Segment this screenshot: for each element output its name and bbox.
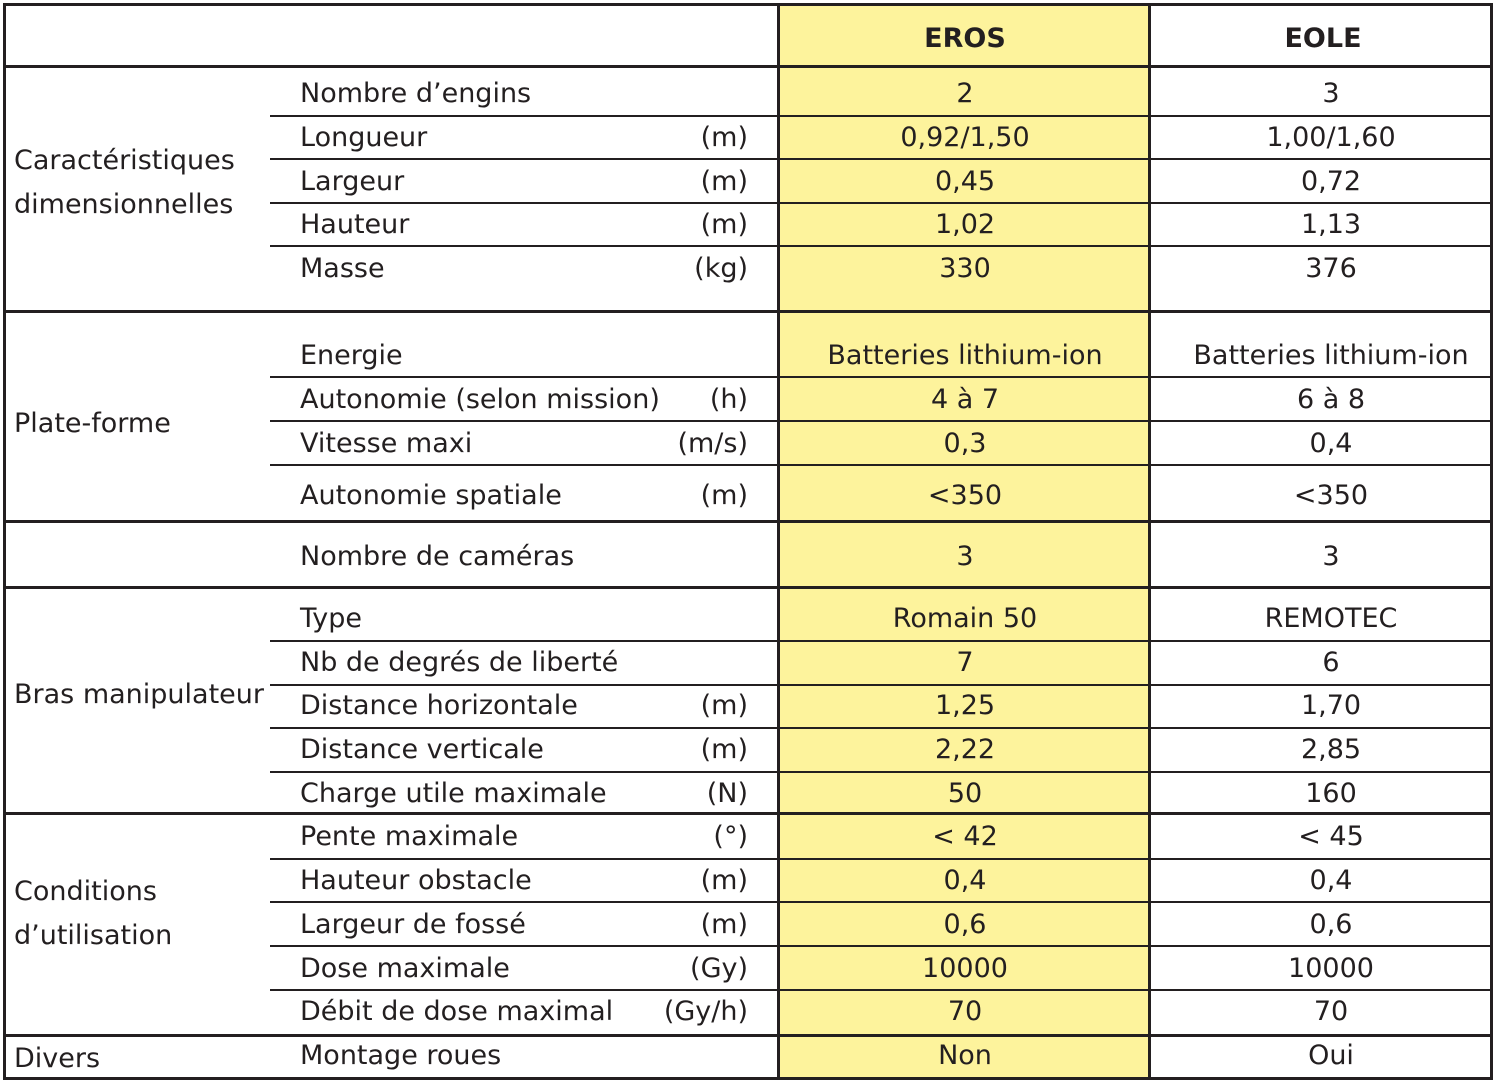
cell-eros: 330 [939,253,991,284]
cell-eros: 10000 [922,953,1008,984]
cell-eole: 160 [1305,778,1357,809]
row-label: Nombre d’engins [300,78,532,109]
row-separator [270,464,1493,466]
group-separator [3,65,1493,68]
group-label: Divers [14,1043,101,1074]
cell-eros: Non [938,1040,992,1071]
cell-eros: <350 [927,480,1003,511]
eros-column-rule-left [777,3,780,1080]
header-eros: EROS [924,23,1006,54]
cell-eros: Romain 50 [892,603,1038,634]
row-unit: (m) [700,734,748,765]
cell-eros: 50 [947,778,983,809]
cell-eole: 0,4 [1309,428,1353,459]
group-separator [3,310,1493,313]
row-separator [270,727,1493,729]
cell-eole: 3 [1322,78,1340,109]
cell-eole: 6 [1322,647,1340,678]
header-eole: EOLE [1284,23,1362,54]
row-separator [270,901,1493,903]
cell-eole: 376 [1305,253,1357,284]
row-label: Nombre de caméras [300,541,575,572]
row-label: Pente maximale [300,821,519,852]
cell-eros: 2 [956,78,974,109]
cell-eros: 0,45 [934,166,996,197]
cell-eros: 0,92/1,50 [900,122,1030,153]
cell-eole: REMOTEC [1264,603,1398,634]
row-unit: (N) [706,778,748,809]
row-unit: (m) [700,690,748,721]
group-separator [3,586,1493,589]
row-unit: (m) [700,166,748,197]
row-separator [270,115,1493,117]
row-separator [270,858,1493,860]
row-separator [270,989,1493,991]
row-unit: (m) [700,480,748,511]
row-separator [270,684,1493,686]
cell-eole: 2,85 [1300,734,1362,765]
row-label: Autonomie (selon mission) [300,384,660,415]
row-separator [270,420,1493,422]
row-label: Hauteur [300,209,410,240]
row-label: Nb de degrés de liberté [300,647,619,678]
group-label: Conditions d’utilisation [14,876,173,951]
row-label: Type [300,603,363,634]
group-label: Caractéristiques dimensionnelles [14,145,235,220]
cell-eole: 6 à 8 [1296,384,1366,415]
cell-eros: 2,22 [934,734,996,765]
cell-eros: 7 [956,647,974,678]
table-border-left [3,3,6,1080]
cell-eole: Batteries lithium-ion [1193,340,1469,371]
eros-column-rule-right [1148,3,1151,1080]
cell-eros: 70 [947,996,983,1027]
cell-eole: 0,6 [1309,909,1353,940]
cell-eros: 0,3 [943,428,987,459]
cell-eole: < 45 [1298,821,1364,852]
row-unit: (m) [700,122,748,153]
row-label: Charge utile maximale [300,778,607,809]
row-unit: (Gy) [690,953,748,984]
row-label: Masse [300,253,385,284]
group-label: Plate-forme [14,408,171,439]
row-label: Energie [300,340,403,371]
cell-eros: 3 [956,541,974,572]
group-separator [3,520,1493,523]
row-unit: (m) [700,209,748,240]
cell-eole: 1,13 [1300,209,1362,240]
cell-eole: 0,72 [1300,166,1362,197]
row-label: Longueur [300,122,428,153]
cell-eros: 0,6 [943,909,987,940]
cell-eros: 1,02 [934,209,996,240]
table-border-top [3,3,1493,6]
row-separator [270,640,1493,642]
row-label: Débit de dose maximal [300,996,614,1027]
cell-eole: 70 [1313,996,1349,1027]
row-separator [270,376,1493,378]
row-separator [270,771,1493,773]
cell-eros: 1,25 [934,690,996,721]
row-label: Largeur [300,166,405,197]
cell-eole: <350 [1293,480,1369,511]
row-unit: (°) [713,821,748,852]
row-label: Distance verticale [300,734,544,765]
row-label: Autonomie spatiale [300,480,562,511]
row-separator [270,245,1493,247]
row-unit: (m) [700,865,748,896]
row-unit: (m) [700,909,748,940]
row-label: Largeur de fossé [300,909,526,940]
row-label: Dose maximale [300,953,510,984]
cell-eole: 1,00/1,60 [1266,122,1396,153]
row-label: Hauteur obstacle [300,865,532,896]
row-unit: (kg) [694,253,748,284]
row-label: Vitesse maxi [300,428,473,459]
cell-eole: Oui [1308,1040,1354,1071]
cell-eros: Batteries lithium-ion [827,340,1103,371]
table-border-right [1490,3,1493,1080]
row-unit: (h) [709,384,748,415]
cell-eole: 10000 [1288,953,1374,984]
row-label: Distance horizontale [300,690,578,721]
cell-eole: 3 [1322,541,1340,572]
group-separator [3,812,1493,815]
row-unit: (m/s) [677,428,748,459]
row-unit: (Gy/h) [663,996,748,1027]
cell-eros: < 42 [932,821,998,852]
cell-eole: 0,4 [1309,865,1353,896]
cell-eole: 1,70 [1300,690,1362,721]
row-separator [270,202,1493,204]
cell-eros: 4 à 7 [930,384,1000,415]
row-label: Montage roues [300,1040,502,1071]
group-label: Bras manipulateur [14,679,264,710]
row-separator [270,158,1493,160]
row-separator [270,945,1493,947]
cell-eros: 0,4 [943,865,987,896]
